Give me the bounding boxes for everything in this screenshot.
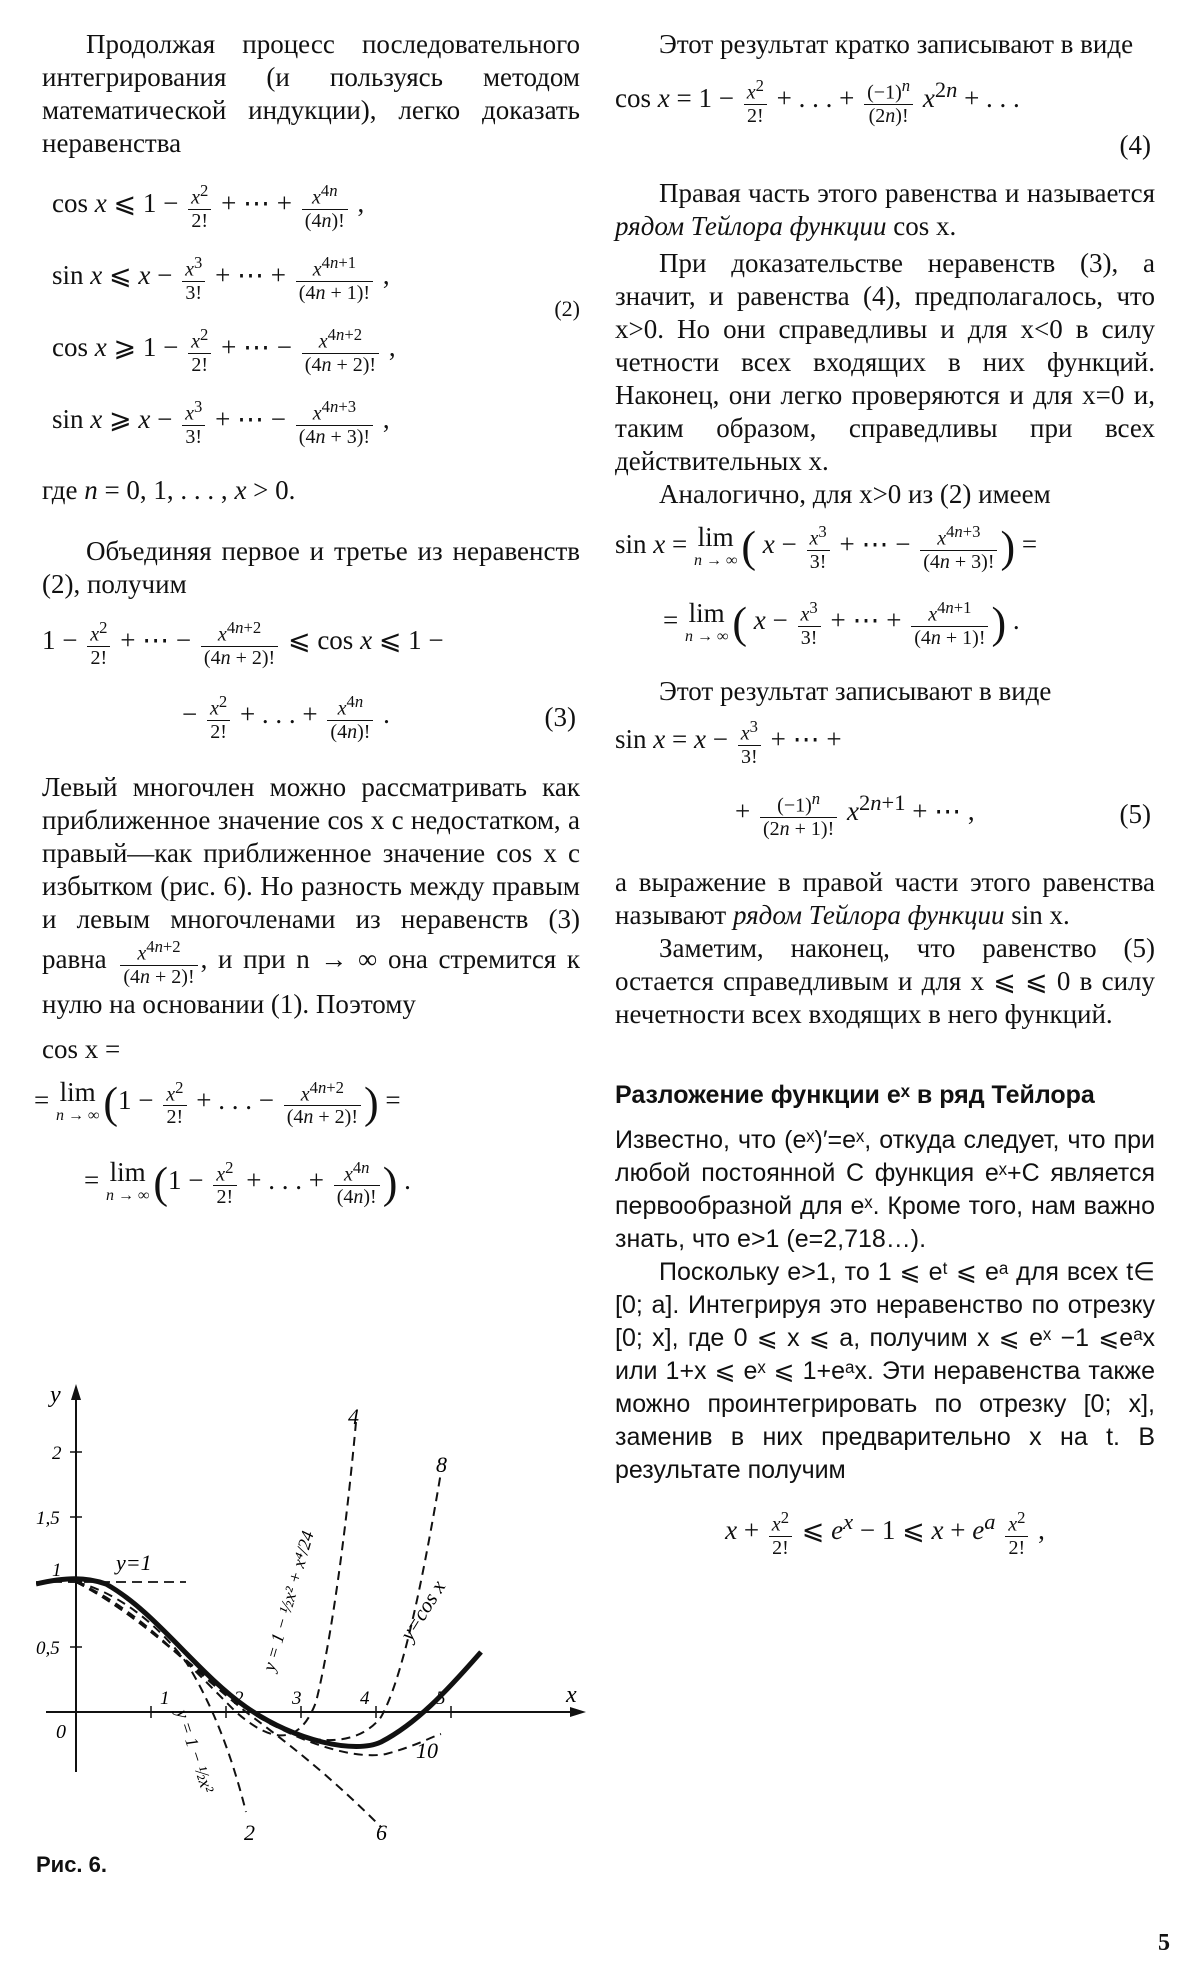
paragraph-odd: Заметим, наконец, что равенство (5) остается справедливым и для x ⩽ ⩽ 0 в силу нечетности всех входящих в него функций. — [615, 933, 1155, 1029]
page-number: 5 — [1158, 1930, 1170, 1956]
y-axis-arrow — [71, 1384, 81, 1400]
eq5-line2: + $\frac{(-1)^n}{(2n + 1)!}$ $x^{2n+1}$ + ⋯ , — [735, 788, 975, 840]
paragraph-combine: Объединяя первое и третье из неравенств (2), получим — [42, 536, 580, 599]
label-taylor-4: y = 1 − ½x² + x⁴/24 — [258, 1528, 318, 1674]
curve-label-4: 4 — [348, 1404, 359, 1429]
figure-6 — [36, 1372, 596, 1842]
equation-5 — [615, 716, 1155, 866]
left-column — [34, 28, 581, 1233]
cos-eq-line1: cos x = — [42, 1033, 121, 1064]
paragraph-exp-intro: Известно, что (eˣ)′=eˣ, откуда следует, что при любой постоянной C функция eˣ+C является первообразной для eˣ. Кроме того, нам важно знать, что e>1 (e=2,718…). — [615, 1126, 1155, 1253]
inequality-3 — [42, 607, 580, 757]
equation-label-5: (5) — [1119, 799, 1151, 829]
curve-label-10: 10 — [416, 1738, 438, 1763]
y-tick-0-5: 0,5 — [36, 1638, 60, 1659]
where-line: где n = 0, 1, . . . , x > 0. — [42, 475, 296, 505]
curve-label-6: 6 — [376, 1820, 387, 1842]
paragraph-analog: Аналогично, для x>0 из (2) имеем — [659, 479, 1051, 509]
y-tick-2: 2 — [52, 1443, 62, 1464]
paragraph-approximation: Левый многочлен можно рассматривать как приближенное значение cos x с недостатком, а правый—как приближенное значение cos x с избытком (рис. 6). Но разность между правым и левым многочленами из неравенств (3) равна $\frac{x^{4n+2}}{(4n + 2)!}$ , и при n → ∞ она стремится к нулю на основании (1). Поэтому — [42, 772, 581, 1019]
curve-label-8: 8 — [436, 1452, 447, 1477]
eq3-line2: − $\frac{x^2}{2!}$ + . . . + $\frac{x^{4n}}{(4n)!}$ . — [182, 692, 390, 743]
x-tick-2: 2 — [234, 1688, 244, 1709]
difference-fraction: $\frac{x^{4n+2}}{(4n + 2)!}$ — [120, 936, 197, 988]
x-tick-3: 3 — [292, 1688, 302, 1709]
y-tick-1-5: 1,5 — [36, 1508, 60, 1529]
equation-label-4: (4) — [1119, 130, 1151, 160]
y-tick-1: 1 — [52, 1560, 62, 1581]
paragraph-intro: Продолжая процесс последовательного интегрирования (и пользуясь методом математической индукции), легко доказать неравенства — [42, 29, 580, 158]
paragraph-proof: При доказательстве неравенств (3), а значит, и равенства (4), предполагалось, что x>0. Но они справедливы и для x<0 в силу четности всех входящих в них функций. Наконец, они легко проверяются и для x=0 и, таким образом, справедливы при всех действительных x. — [615, 248, 1155, 476]
label-y1: y=1 — [116, 1550, 152, 1575]
x-tick-1: 1 — [160, 1688, 170, 1709]
sin-limit-block — [615, 521, 1155, 671]
paragraph-record: Этот результат записывают в виде — [659, 676, 1052, 706]
origin-label: 0 — [56, 1721, 66, 1743]
x-axis-label: x — [566, 1682, 577, 1708]
label-taylor-2: y = 1 − ½x² — [172, 1707, 218, 1796]
sin-lim-line2: = lim n → ∞ ( x − $\frac{x^3}{3!}$ + ⋯ + $\frac{x^{4n+1}}{(4n + 1)!}$ ) . — [663, 597, 1020, 649]
inequalities-2: cos x ⩽ 1 − $\frac{x^2}{2!}$ + ⋯ + $\frac{x^{4n}}{(4n)!}$ , sin x ⩽ x − $\frac{x^3}{3!}$ + ⋯ + $\frac{x^{4n+1}}{(4n + 1)!}$ , cos x ⩾ 1 − $\frac{x^2}{2!}$ + ⋯ − $\frac{x^{4n+2}}{(4n + 2)!}$ , sin x ⩾ x − $\frac{x^3}{3!}$ + ⋯ − $\frac{x^{4n+3}}{(4n + 3)!}$ , (2) — [52, 181, 580, 448]
eq5-line1: sin x = x − $\frac{x^3}{3!}$ + ⋯ + — [615, 717, 842, 768]
right-column — [615, 28, 1155, 1559]
equation-label-3: (3) — [544, 702, 576, 732]
curve-8 — [76, 1472, 441, 1740]
eq4-body: cos x = 1 − $\frac{x^2}{2!}$ + . . . + $\frac{(-1)^n}{(2n)!}$ $x^{2n}$ + . . . — [615, 75, 1020, 127]
equation-label-2: (2) — [554, 296, 580, 321]
curve-label-2: 2 — [244, 1820, 255, 1842]
section-heading: Разложение функции eˣ в ряд Тейлора — [615, 1081, 1095, 1109]
x-tick-4: 4 — [360, 1688, 370, 1709]
x-tick-5: 5 — [436, 1688, 446, 1709]
sin-lim-line1: sin x = lim n → ∞ ( x − $\frac{x^3}{3!}$ + ⋯ − $\frac{x^{4n+3}}{(4n + 3)!}$ ) = — [615, 521, 1038, 573]
cos-limit-block — [34, 1033, 580, 1233]
y-axis-label: y — [50, 1382, 61, 1408]
cos-eq-line2: = lim n → ∞ (1 − $\frac{x^2}{2!}$ + . . . − $\frac{x^{4n+2}}{(4n + 2)!}$ ) = — [34, 1077, 401, 1129]
label-cos: y=cos x — [394, 1575, 451, 1645]
paragraph-short-form: Этот результат кратко записывают в виде — [659, 29, 1134, 59]
paragraph-taylor-sin: а выражение в правой части этого равенства называют рядом Тейлора функции sin x. — [615, 867, 1155, 930]
equation-4 — [615, 65, 1155, 163]
last-inequality: x + $\frac{x^2}{2!}$ ⩽ $e^x - 1$ ⩽ $x + e^a$ $\frac{x^2}{2!}$ , — [725, 1507, 1045, 1559]
cos-eq-line3: = lim n → ∞ (1 − $\frac{x^2}{2!}$ + . . . + $\frac{x^{4n}}{(4n)!}$ ) . — [84, 1157, 411, 1209]
curve-4 — [76, 1422, 356, 1735]
paragraph-taylor-cos: Правая часть этого равенства и называется рядом Тейлора функции cos x. — [615, 178, 1155, 241]
paragraph-exp-integrate: Поскольку e>1, то 1 ⩽ eᵗ ⩽ eᵃ для всех t∈ [0; a]. Интегрируя это неравенство по отрезку [0; x], где 0 ⩽ x ⩽ a, получим x ⩽ eˣ −1 ⩽eᵃx или 1+x ⩽ eˣ ⩽ 1+eᵃx. Эти неравенства также можно проинтегрировать по отрезку [0; x], заменив в них предварительно x на t. В результате получим — [615, 1258, 1155, 1484]
eq3-line1: 1 − $\frac{x^2}{2!}$ + ⋯ − $\frac{x^{4n+2}}{(4n + 2)!}$ ⩽ cos x ⩽ 1 − — [42, 618, 444, 669]
x-ticks — [151, 1688, 451, 1718]
x-axis-arrow — [570, 1707, 586, 1717]
figure-caption: Рис. 6. — [36, 1852, 108, 1877]
